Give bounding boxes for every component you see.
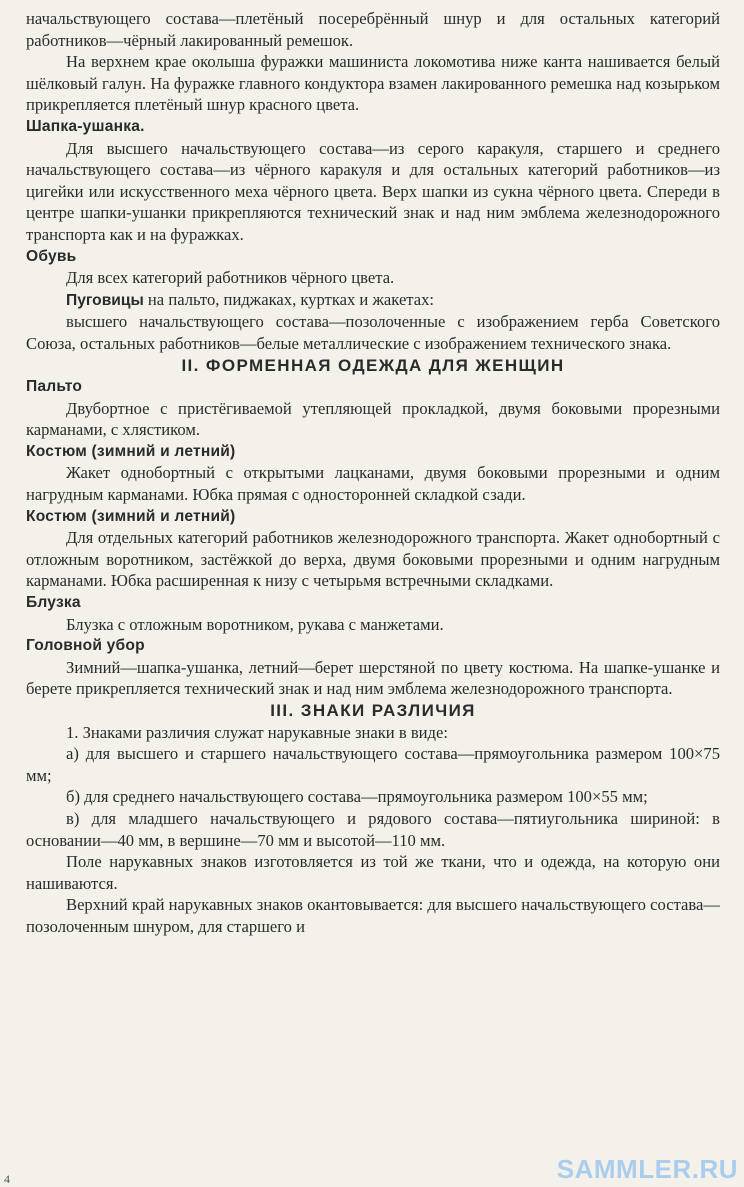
subheading-suit: Костюм (зимний и летний): [26, 507, 236, 525]
paragraph: Блузка с отложным воротником, рукава с манжетами.: [66, 614, 444, 634]
runin-buttons: Пуговицы: [66, 291, 144, 309]
watermark: SAMMLER.RU: [556, 1154, 738, 1184]
buttons-text: на пальто, пиджаках, куртках и жакетах:: [143, 289, 435, 309]
paragraph: На верхнем крае околыша фуражки машиниста локомотива ниже канта нашивается белый шёлковый галун. На фуражке главного кондуктора взамен лакированного ремешка над козырьком прикрепляется плетёный шнур красного цвета.: [26, 52, 720, 115]
list-item: в) для младшего начальствующего и рядового состава—пятиугольника шириной: в основании—40 мм, в вершине—70 мм и высотой—110 мм.: [26, 808, 720, 850]
paragraph: 1. Знаками различия служат нарукавные знаки в виде:: [66, 722, 448, 742]
paragraph-buttons: [26, 289, 720, 312]
subheading-blouse: Блузка: [26, 594, 81, 612]
paragraph: Для всех категорий работников чёрного цвета.: [66, 268, 395, 288]
paragraph: начальствующего состава—плетёный посеребрённый шнур и для остальных категорий работников—чёрный лакированный ремешок.: [26, 9, 720, 50]
subheading-coat: Пальто: [26, 378, 83, 396]
paragraph: высшего начальствующего состава—позолоченные с изображением герба Советского Союза, остальных работников—белые металлические с изображением технического знака.: [26, 312, 720, 353]
paragraph: Для отдельных категорий работников железнодорожного транспорта. Жакет однобортный с отложным воротником, застёжкой до верха, двумя боковыми прорезными и одним нагрудным карманами. Юбка расширенная к низу с четырьмя встречными складками.: [26, 528, 720, 591]
paragraph: Жакет однобортный с открытыми лацканами, двумя боковыми прорезными и одним нагрудным карманами. Юбка прямая с односторонней складкой сзади.: [26, 463, 720, 505]
section-heading-3: III. ЗНАКИ РАЗЛИЧИЯ: [270, 701, 476, 720]
paragraph: Верхний край нарукавных знаков окантовывается: для высшего начальствующего состава—позолоченным шнуром, для старшего и: [26, 895, 720, 936]
subheading-hat: Шапка-ушанка.: [26, 117, 145, 135]
subheading-suit: Костюм (зимний и летний): [26, 442, 236, 460]
paragraph: Для высшего начальствующего состава—из серого каракуля, старшего и среднего начальствующего состава—из чёрного каракуля и для остальных категорий работников—из цигейки или искусственного меха чёрного цвета. Верх шапки из сукна чёрного цвета. Спереди в центре шапки-ушанки прикрепляются технический знак и над ним эмблема железнодорожного транспорта как и на фуражках.: [26, 138, 720, 244]
subheading-headwear: Головной убор: [26, 637, 145, 655]
paragraph: Зимний—шапка-ушанка, летний—берет шерстяной по цвету костюма. На шапке-ушанке и берете прикрепляется технический знак и над ним эмблема железнодорожного транспорта.: [26, 657, 720, 699]
paragraph: Двубортное с пристёгиваемой утепляющей прокладкой, двумя боковыми прорезными карманами, с хлястиком.: [26, 398, 720, 440]
page-number: 4: [4, 1172, 10, 1186]
paragraph: Поле нарукавных знаков изготовляется из той же ткани, что и одежда, на которую они нашиваются.: [26, 852, 720, 893]
subheading-shoes: Обувь: [26, 247, 77, 265]
list-item: б) для среднего начальствующего состава—прямоугольника размером 100×55 мм;: [66, 787, 648, 807]
section-heading-2: II. ФОРМЕННАЯ ОДЕЖДА ДЛЯ ЖЕНЩИН: [181, 355, 565, 375]
list-item: а) для высшего и старшего начальствующего состава—прямоугольника размером 100×75 мм;: [26, 744, 720, 785]
document-page: [26, 8, 720, 938]
